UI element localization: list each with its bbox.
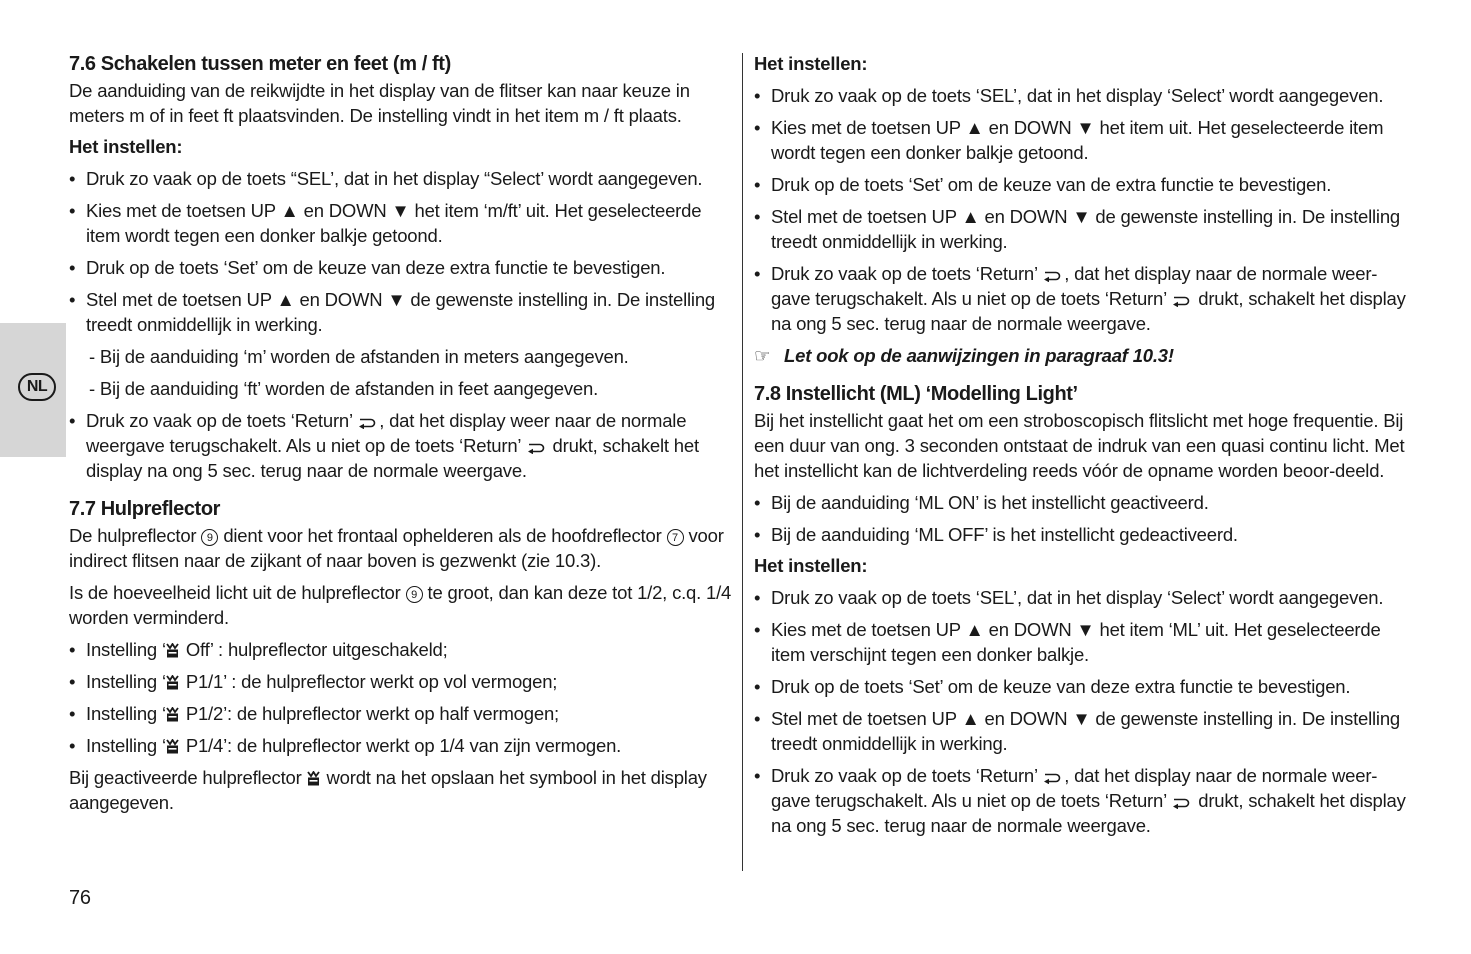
left-column (69, 50, 733, 815)
text-span: Druk zo vaak op de toets ‘Return’ (771, 765, 1038, 786)
list-item: • Bij de aanduiding ‘ML ON’ is het instellicht geactiveerd. (754, 490, 1414, 515)
list-subitem: - Bij de aanduiding ‘m’ worden de afstanden in meters aangegeven. (89, 346, 629, 367)
steps-list (69, 166, 733, 483)
text-span: De hulpreflector (69, 525, 197, 546)
text-span: Instelling ‘ (86, 639, 166, 660)
subheading: Het instellen: (754, 53, 868, 74)
steps-list (754, 83, 1414, 336)
list-item: • Druk op de toets ‘Set’ om de keuze van deze extra functie te bevestigen. (69, 255, 733, 280)
steps-list (754, 585, 1414, 838)
list-item: • Druk op de toets ‘Set’ om de keuze van deze extra functie te bevestigen. (754, 674, 1414, 699)
text-span: Off’ : hulpreflector uitgeschakeld; (185, 639, 448, 660)
paragraph (69, 580, 733, 630)
text-span: drukt, schakelt het display na ong 5 sec. terug naar de normale weergave. (86, 435, 699, 481)
section-heading: 7.8 Instellicht (ML) ‘Modelling Light’ (754, 383, 1078, 405)
reference-number: 9 (406, 586, 423, 603)
hulpreflector-icon (166, 707, 181, 722)
list-item (69, 637, 733, 662)
note (754, 343, 1414, 368)
text-span: , dat het display naar de normale weer-gave terugschakelt. Als u niet op de toets ‘Return’ (771, 765, 1378, 811)
list-item: • Stel met de toetsen UP ▲ en DOWN ▼ de gewenste instelling in. De instelling treedt onmiddellijk in werking. (754, 706, 1414, 756)
list-item (69, 408, 733, 483)
text-span: te groot, dan kan deze tot 1/2, c.q. 1/4 worden verminderd. (69, 582, 732, 628)
text-span: Druk zo vaak op de toets ‘Return’ (771, 263, 1038, 284)
right-column (754, 51, 1414, 838)
hulpreflector-icon (166, 739, 181, 754)
text-span: voor indirect flitsen naar de zijkant of naar boven is gezwenkt (zie 10.3). (69, 525, 724, 571)
text-span: Is de hoeveelheid licht uit de hulpreflector (69, 582, 401, 603)
list-item: • Druk zo vaak op de toets “SEL’, dat in het display “Select’ wordt aangegeven. (69, 166, 733, 191)
text-span: dient voor het frontaal ophelderen als de hoofdreflector (223, 525, 662, 546)
text-span: P1/1’ : de hulpreflector werkt op vol vermogen; (185, 671, 558, 692)
section-heading: 7.7 Hulpreflector (69, 498, 221, 520)
section-7-7 (69, 495, 733, 815)
text-span: wordt na het opslaan het symbool in het display aangegeven. (69, 767, 707, 813)
settings-list (69, 637, 733, 758)
list-subitem: - Bij de aanduiding ‘ft’ worden de afstanden in feet aangegeven. (89, 378, 599, 399)
paragraph (69, 765, 733, 815)
info-list (754, 490, 1414, 547)
language-badge: NL (18, 373, 56, 401)
text-span: drukt, schakelt het display na ong 5 sec. terug naar de normale weergave. (771, 288, 1406, 334)
pointing-hand-icon: ☞ (754, 345, 771, 366)
page-number: 76 (69, 887, 91, 909)
list-item: • Druk zo vaak op de toets ‘SEL’, dat in het display ‘Select’ wordt aangegeven. (754, 585, 1414, 610)
section-intro: Bij het instellicht gaat het om een stroboscopisch flitslicht met hoge frequentie. Bij een duur van ong. 3 seconden ontstaat de indruk van een quasi continu licht. Met het instellicht kan de lichtverdeling reeds vóór de opname worden beoor-deeld. (754, 410, 1405, 481)
list-item (754, 763, 1414, 838)
return-arrow-icon (1042, 270, 1064, 282)
list-item (69, 669, 733, 694)
list-item: • Kies met de toetsen UP ▲ en DOWN ▼ het item ‘ML’ uit. Het geselecteerde item verschijnt tegen een donker balkje. (754, 617, 1414, 667)
hulpreflector-icon (166, 675, 181, 690)
text-span: P1/2’: de hulpreflector werkt op half vermogen; (185, 703, 559, 724)
hulpreflector-icon (307, 771, 322, 786)
section-7-8 (754, 380, 1414, 838)
column-divider (742, 53, 743, 871)
return-arrow-icon (1042, 772, 1064, 784)
list-item: • Druk op de toets ‘Set’ om de keuze van de extra functie te bevestigen. (754, 172, 1414, 197)
text-span: , dat het display naar de normale weer-gave terugschakelt. Als u niet op de toets ‘Return’ (771, 263, 1378, 309)
reference-number: 9 (201, 529, 218, 546)
text-span: drukt, schakelt het display na ong 5 sec. terug naar de normale weergave. (771, 790, 1406, 836)
paragraph (69, 523, 733, 573)
list-item: • Bij de aanduiding ‘ML OFF’ is het instellicht gedeactiveerd. (754, 522, 1414, 547)
return-arrow-icon (526, 442, 548, 454)
list-item: • Druk zo vaak op de toets ‘SEL’, dat in het display ‘Select’ wordt aangegeven. (754, 83, 1414, 108)
list-item (754, 261, 1414, 336)
list-item (69, 733, 733, 758)
subheading: Het instellen: (69, 136, 183, 157)
list-item: • Stel met de toetsen UP ▲ en DOWN ▼ de gewenste instelling in. De instelling treedt onmiddellijk in werking. (69, 287, 733, 337)
list-item: • Kies met de toetsen UP ▲ en DOWN ▼ het item uit. Het geselecteerde item wordt tegen een donker balkje getoond. (754, 115, 1414, 165)
text-span: Druk zo vaak op de toets ‘Return’ (86, 410, 353, 431)
hulpreflector-icon (166, 643, 181, 658)
section-intro: De aanduiding van de reikwijdte in het display van de flitser kan naar keuze in meters m of in feet ft plaatsvinden. De instelling vindt in het item m / ft plaats. (69, 80, 690, 126)
note-text: Let ook op de aanwijzingen in paragraaf 10.3! (784, 345, 1174, 366)
return-arrow-icon (1171, 797, 1193, 809)
section-heading: 7.6 Schakelen tussen meter en feet (m / ft) (69, 53, 451, 75)
text-span: Instelling ‘ (86, 703, 166, 724)
return-arrow-icon (357, 417, 379, 429)
text-span: Instelling ‘ (86, 671, 166, 692)
text-span: P1/4’: de hulpreflector werkt op 1/4 van zijn vermogen. (185, 735, 622, 756)
text-span: Bij geactiveerde hulpreflector (69, 767, 302, 788)
return-arrow-icon (1171, 295, 1193, 307)
section-7-6 (69, 50, 733, 483)
subheading: Het instellen: (754, 555, 868, 576)
text-span: , dat het display weer naar de normale weergave terugschakelt. Als u niet op de toets ‘Return’ (86, 410, 687, 456)
list-item: • Stel met de toetsen UP ▲ en DOWN ▼ de gewenste instelling in. De instelling treedt onmiddellijk in werking. (754, 204, 1414, 254)
list-item: • Kies met de toetsen UP ▲ en DOWN ▼ het item ‘m/ft’ uit. Het geselecteerde item wordt tegen een donker balkje getoond. (69, 198, 733, 248)
reference-number: 7 (667, 529, 684, 546)
text-span: Instelling ‘ (86, 735, 166, 756)
list-item (69, 701, 733, 726)
